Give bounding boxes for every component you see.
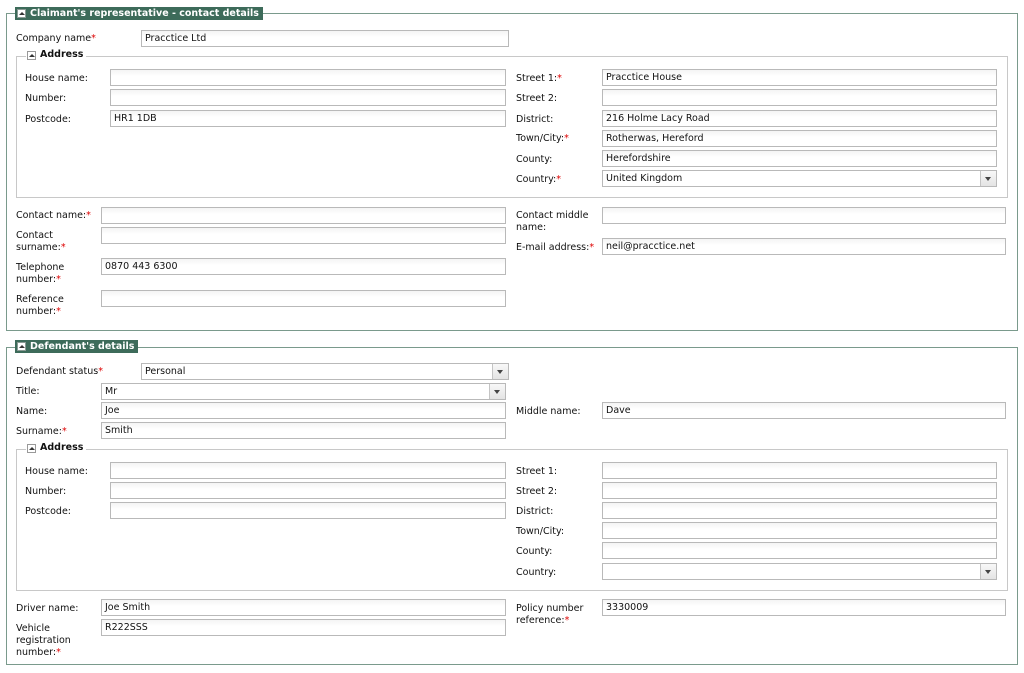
district-label: District: [516,114,554,125]
surname-label: Surname:* [16,426,67,437]
street2-input[interactable] [602,482,997,499]
defendant-status-label: Defendant status* [16,366,103,377]
country-label: Country:* [516,174,561,185]
country-select[interactable] [602,563,997,580]
surname-input[interactable]: Smith [101,422,506,439]
driver-name-input[interactable]: Joe Smith [101,599,506,616]
contact-name-input[interactable] [101,207,506,224]
company-name-label: Company name* [16,33,96,44]
town-label: Town/City:* [516,133,569,144]
county-label: County: [516,154,553,165]
vehicle-registration-input[interactable]: R222SSS [101,619,506,636]
collapse-icon[interactable] [17,9,26,18]
number-input[interactable] [110,482,506,499]
postcode-input[interactable]: HR1 1DB [110,110,506,127]
number-label: Number: [25,93,67,104]
reference-input[interactable] [101,290,506,307]
house-name-label: House name: [25,466,88,477]
defendant-address-legend[interactable]: Address [26,442,86,454]
number-input[interactable] [110,89,506,106]
postcode-label: Postcode: [25,114,71,125]
district-input[interactable]: 216 Holme Lacy Road [602,110,997,127]
country-label: Country: [516,567,557,578]
district-input[interactable] [602,502,997,519]
street1-input[interactable]: Pracctice House [602,69,997,86]
contact-surname-input[interactable] [101,227,506,244]
vehicle-registration-label: Vehicle registration number:* [16,623,71,658]
house-name-input[interactable] [110,69,506,86]
contact-middle-name-label: Contact middle name: [516,210,589,233]
title-label: Title: [16,386,40,397]
postcode-input[interactable] [110,502,506,519]
number-label: Number: [25,486,67,497]
collapse-icon[interactable] [27,444,36,453]
county-input[interactable] [602,542,997,559]
chevron-down-icon[interactable] [489,384,505,399]
street2-label: Street 2: [516,486,558,497]
street2-input[interactable] [602,89,997,106]
collapse-icon[interactable] [27,51,36,60]
chevron-down-icon[interactable] [492,364,508,379]
claimant-address-legend[interactable]: Address [26,49,86,61]
house-name-input[interactable] [110,462,506,479]
telephone-label: Telephone number:* [16,262,65,285]
town-input[interactable] [602,522,997,539]
county-input[interactable]: Herefordshire [602,150,997,167]
claimant-section-title: Claimant's representative - contact details [30,8,259,19]
middle-name-label: Middle name: [516,406,581,417]
policy-number-label: Policy number reference:* [516,603,584,626]
street2-label: Street 2: [516,93,558,104]
middle-name-input[interactable]: Dave [602,402,1006,419]
postcode-label: Postcode: [25,506,71,517]
claimant-section-legend[interactable] [15,7,263,20]
contact-name-label: Contact name:* [16,210,91,221]
street1-label: Street 1: [516,466,558,477]
telephone-input[interactable]: 0870 443 6300 [101,258,506,275]
street1-input[interactable] [602,462,997,479]
defendant-status-select[interactable]: Personal [141,363,509,380]
street1-label: Street 1:* [516,73,562,84]
house-name-label: House name: [25,73,88,84]
reference-label: Reference number:* [16,294,64,317]
driver-name-label: Driver name: [16,603,79,614]
country-select[interactable]: United Kingdom [602,170,997,187]
chevron-down-icon[interactable] [980,171,996,186]
email-label: E-mail address:* [516,242,595,253]
chevron-down-icon[interactable] [980,564,996,579]
company-name-input[interactable]: Pracctice Ltd [141,30,509,47]
name-input[interactable]: Joe [101,402,506,419]
district-label: District: [516,506,554,517]
collapse-icon[interactable] [17,342,26,351]
town-input[interactable]: Rotherwas, Hereford [602,130,997,147]
defendant-section-title: Defendant's details [30,341,135,352]
defendant-section-legend[interactable] [15,340,138,353]
policy-number-input[interactable]: 3330009 [602,599,1006,616]
town-label: Town/City: [516,526,565,537]
contact-middle-name-input[interactable] [602,207,1006,224]
title-select[interactable]: Mr [101,383,506,400]
name-label: Name: [16,406,48,417]
contact-surname-label: Contact surname:* [16,230,66,253]
county-label: County: [516,546,553,557]
email-input[interactable]: neil@pracctice.net [602,238,1006,255]
